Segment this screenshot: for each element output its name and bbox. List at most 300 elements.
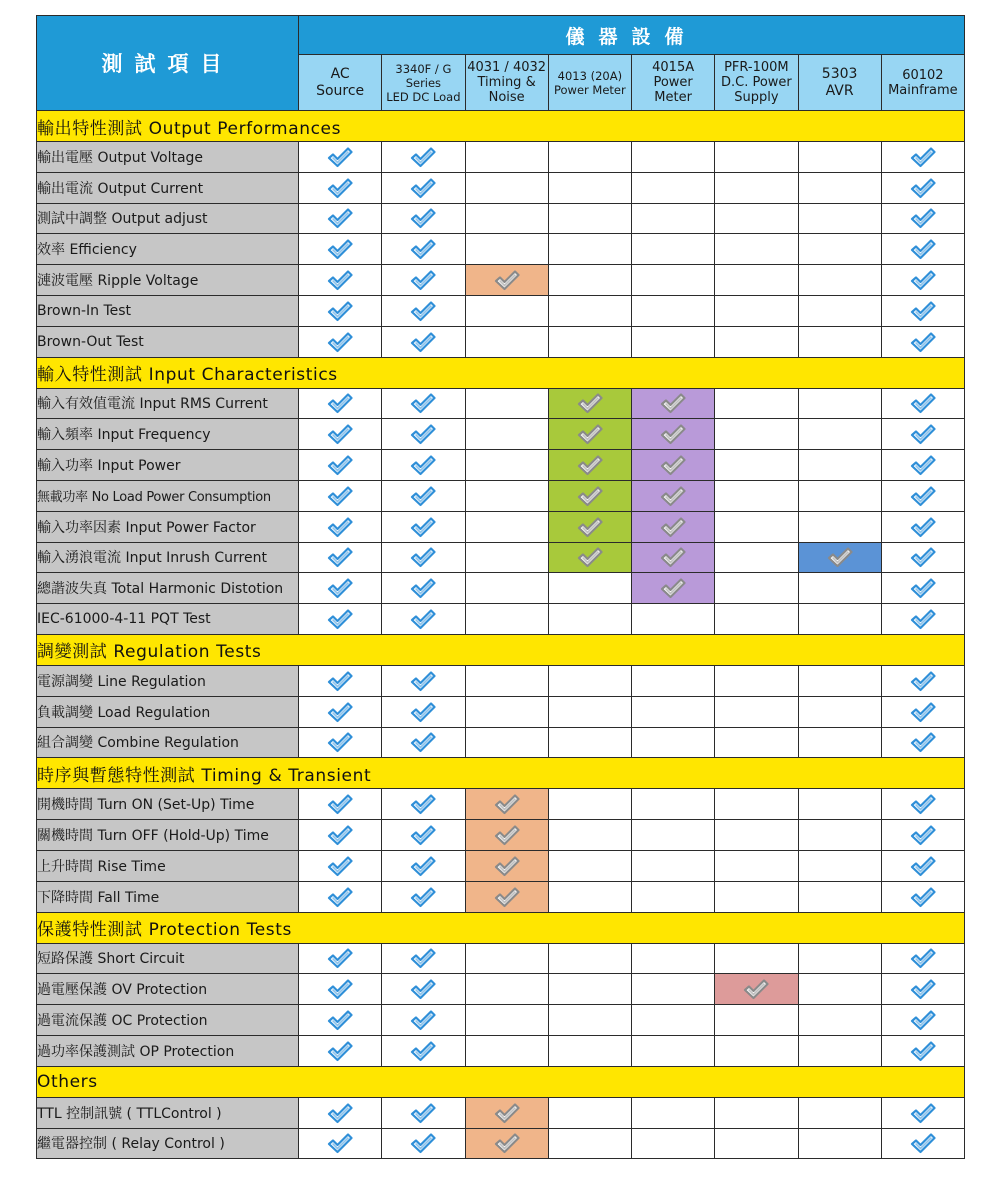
matrix-cell-ac — [299, 234, 382, 265]
test-item-label: 總諧波失真 Total Harmonic Distotion — [37, 573, 299, 604]
matrix-cell-pfr — [715, 573, 798, 604]
test-item-label: 上升時間 Rise Time — [37, 850, 299, 881]
matrix-cell-4031 — [465, 665, 548, 696]
check-icon — [327, 454, 353, 476]
matrix-cell-60102 — [881, 1035, 964, 1066]
check-icon — [910, 516, 936, 538]
test-item-label: 過功率保護測試 OP Protection — [37, 1035, 299, 1066]
matrix-cell-ac — [299, 511, 382, 542]
test-item-label: 負載調變 Load Regulation — [37, 696, 299, 727]
table-row — [37, 511, 965, 542]
matrix-cell-pfr — [715, 419, 798, 450]
matrix-cell-3340 — [382, 1097, 465, 1128]
matrix-cell-4031 — [465, 480, 548, 511]
instrument-header-4013: 4013 (20A) Power Meter — [548, 55, 631, 111]
section-header — [37, 357, 965, 388]
matrix-cell-4031 — [465, 1005, 548, 1036]
check-icon — [910, 423, 936, 445]
matrix-cell-ac — [299, 450, 382, 481]
check-icon — [327, 978, 353, 1000]
matrix-cell-3340 — [382, 203, 465, 234]
matrix-cell-3340 — [382, 480, 465, 511]
check-icon-grey — [494, 855, 520, 877]
matrix-cell-pfr — [715, 789, 798, 820]
matrix-cell-60102 — [881, 1005, 964, 1036]
matrix-cell-5303 — [798, 388, 881, 419]
check-icon — [910, 238, 936, 260]
check-icon — [410, 238, 436, 260]
matrix-cell-ac — [299, 1128, 382, 1159]
section-title: 輸入特性測試 Input Characteristics — [37, 357, 965, 388]
matrix-cell-3340 — [382, 542, 465, 573]
matrix-cell-4013 — [548, 943, 631, 974]
check-icon — [327, 300, 353, 322]
check-icon — [410, 146, 436, 168]
matrix-cell-5303 — [798, 234, 881, 265]
matrix-cell-5303 — [798, 1097, 881, 1128]
matrix-cell-3340 — [382, 326, 465, 357]
matrix-cell-pfr — [715, 974, 798, 1005]
matrix-cell-5303 — [798, 172, 881, 203]
table-row — [37, 789, 965, 820]
matrix-cell-5303 — [798, 1035, 881, 1066]
instrument-header-5303: 5303 AVR — [798, 55, 881, 111]
test-item-label: 輸入有效值電流 Input RMS Current — [37, 388, 299, 419]
matrix-cell-pfr — [715, 511, 798, 542]
check-icon — [410, 608, 436, 630]
matrix-cell-ac — [299, 295, 382, 326]
matrix-cell-4031 — [465, 604, 548, 635]
section-title: 時序與暫態特性測試 Timing & Transient — [37, 758, 965, 789]
instrument-header-4015: 4015A Power Meter — [632, 55, 715, 111]
check-icon — [410, 886, 436, 908]
matrix-cell-60102 — [881, 789, 964, 820]
matrix-cell-pfr — [715, 450, 798, 481]
matrix-cell-4031 — [465, 696, 548, 727]
check-icon — [327, 670, 353, 692]
test-item-label: 效率 Efficiency — [37, 234, 299, 265]
check-icon — [410, 793, 436, 815]
section-title: 保護特性測試 Protection Tests — [37, 912, 965, 943]
matrix-cell-pfr — [715, 665, 798, 696]
matrix-cell-4015 — [632, 1035, 715, 1066]
matrix-cell-pfr — [715, 480, 798, 511]
matrix-cell-4031 — [465, 234, 548, 265]
check-icon — [410, 207, 436, 229]
matrix-cell-4013 — [548, 295, 631, 326]
check-icon — [327, 824, 353, 846]
check-icon — [410, 516, 436, 538]
matrix-cell-60102 — [881, 295, 964, 326]
check-icon — [327, 1040, 353, 1062]
matrix-cell-3340 — [382, 820, 465, 851]
check-icon — [327, 269, 353, 291]
check-icon — [910, 331, 936, 353]
check-icon — [910, 269, 936, 291]
test-item-label: IEC-61000-4-11 PQT Test — [37, 604, 299, 635]
matrix-cell-60102 — [881, 696, 964, 727]
check-icon — [327, 701, 353, 723]
table-row — [37, 419, 965, 450]
check-icon-grey — [577, 516, 603, 538]
matrix-cell-ac — [299, 419, 382, 450]
matrix-cell-5303 — [798, 881, 881, 912]
matrix-cell-4013 — [548, 172, 631, 203]
matrix-cell-3340 — [382, 295, 465, 326]
matrix-cell-60102 — [881, 142, 964, 173]
matrix-cell-60102 — [881, 665, 964, 696]
test-item-label: Brown-In Test — [37, 295, 299, 326]
matrix-cell-3340 — [382, 172, 465, 203]
matrix-cell-ac — [299, 265, 382, 296]
matrix-cell-ac — [299, 573, 382, 604]
section-header — [37, 111, 965, 142]
matrix-cell-ac — [299, 142, 382, 173]
matrix-cell-60102 — [881, 1097, 964, 1128]
check-icon — [327, 1132, 353, 1154]
test-item-label: 輸入頻率 Input Frequency — [37, 419, 299, 450]
matrix-cell-ac — [299, 1097, 382, 1128]
matrix-cell-4015 — [632, 943, 715, 974]
table-row — [37, 234, 965, 265]
check-icon-grey — [494, 1132, 520, 1154]
matrix-cell-4031 — [465, 203, 548, 234]
matrix-cell-ac — [299, 203, 382, 234]
matrix-cell-4031 — [465, 727, 548, 758]
test-equipment-matrix — [36, 15, 965, 1159]
table-row — [37, 1097, 965, 1128]
matrix-cell-5303 — [798, 542, 881, 573]
matrix-cell-5303 — [798, 820, 881, 851]
matrix-cell-4013 — [548, 1128, 631, 1159]
table-row — [37, 265, 965, 296]
check-icon — [410, 454, 436, 476]
matrix-cell-4031 — [465, 820, 548, 851]
table-row — [37, 542, 965, 573]
matrix-cell-5303 — [798, 295, 881, 326]
test-item-label: 無載功率 No Load Power Consumption — [37, 480, 299, 511]
matrix-cell-pfr — [715, 1035, 798, 1066]
test-item-label: 組合調變 Combine Regulation — [37, 727, 299, 758]
check-icon-grey — [660, 454, 686, 476]
test-item-label: 電源調變 Line Regulation — [37, 665, 299, 696]
test-item-label: 短路保護 Short Circuit — [37, 943, 299, 974]
matrix-cell-4015 — [632, 1097, 715, 1128]
check-icon-grey — [660, 392, 686, 414]
matrix-cell-ac — [299, 1035, 382, 1066]
matrix-cell-60102 — [881, 265, 964, 296]
matrix-cell-ac — [299, 850, 382, 881]
matrix-cell-60102 — [881, 727, 964, 758]
check-icon-grey — [494, 793, 520, 815]
matrix-cell-4031 — [465, 326, 548, 357]
test-item-label: 關機時間 Turn OFF (Hold-Up) Time — [37, 820, 299, 851]
table-row — [37, 142, 965, 173]
check-icon — [910, 855, 936, 877]
matrix-cell-4013 — [548, 820, 631, 851]
matrix-cell-4031 — [465, 943, 548, 974]
matrix-cell-pfr — [715, 1005, 798, 1036]
table-row — [37, 696, 965, 727]
matrix-cell-4031 — [465, 1097, 548, 1128]
matrix-cell-4015 — [632, 419, 715, 450]
matrix-cell-4013 — [548, 974, 631, 1005]
check-icon-grey — [494, 269, 520, 291]
check-icon — [910, 207, 936, 229]
matrix-cell-4015 — [632, 450, 715, 481]
check-icon — [410, 392, 436, 414]
matrix-cell-4015 — [632, 203, 715, 234]
matrix-cell-4015 — [632, 573, 715, 604]
check-icon-grey — [494, 886, 520, 908]
matrix-cell-3340 — [382, 1128, 465, 1159]
matrix-cell-4015 — [632, 665, 715, 696]
check-icon — [327, 1009, 353, 1031]
matrix-cell-ac — [299, 480, 382, 511]
matrix-cell-5303 — [798, 789, 881, 820]
matrix-cell-3340 — [382, 265, 465, 296]
matrix-cell-60102 — [881, 1128, 964, 1159]
check-icon-grey — [577, 485, 603, 507]
check-icon-grey — [660, 485, 686, 507]
matrix-cell-5303 — [798, 943, 881, 974]
matrix-cell-4015 — [632, 974, 715, 1005]
matrix-cell-3340 — [382, 850, 465, 881]
check-icon-grey — [577, 454, 603, 476]
check-icon — [327, 886, 353, 908]
section-header — [37, 912, 965, 943]
matrix-cell-4031 — [465, 1128, 548, 1159]
matrix-cell-60102 — [881, 326, 964, 357]
matrix-cell-4013 — [548, 604, 631, 635]
matrix-cell-4031 — [465, 542, 548, 573]
matrix-cell-4015 — [632, 850, 715, 881]
matrix-cell-4015 — [632, 234, 715, 265]
matrix-cell-5303 — [798, 665, 881, 696]
matrix-cell-3340 — [382, 142, 465, 173]
matrix-cell-5303 — [798, 573, 881, 604]
check-icon — [410, 1009, 436, 1031]
matrix-cell-4031 — [465, 573, 548, 604]
matrix-cell-ac — [299, 974, 382, 1005]
matrix-cell-pfr — [715, 850, 798, 881]
check-icon-grey — [577, 546, 603, 568]
matrix-cell-4013 — [548, 789, 631, 820]
check-icon-grey — [494, 1102, 520, 1124]
check-icon — [410, 855, 436, 877]
matrix-cell-4015 — [632, 542, 715, 573]
check-icon — [910, 670, 936, 692]
matrix-cell-3340 — [382, 419, 465, 450]
matrix-cell-pfr — [715, 820, 798, 851]
check-icon — [327, 146, 353, 168]
matrix-cell-3340 — [382, 234, 465, 265]
check-icon — [410, 670, 436, 692]
section-header — [37, 758, 965, 789]
test-item-label: 過電流保護 OC Protection — [37, 1005, 299, 1036]
matrix-cell-pfr — [715, 203, 798, 234]
check-icon — [910, 177, 936, 199]
matrix-cell-4015 — [632, 1005, 715, 1036]
matrix-cell-pfr — [715, 172, 798, 203]
matrix-cell-3340 — [382, 696, 465, 727]
table-row — [37, 1035, 965, 1066]
table-row — [37, 450, 965, 481]
check-icon — [410, 177, 436, 199]
matrix-cell-4013 — [548, 727, 631, 758]
matrix-cell-60102 — [881, 974, 964, 1005]
check-icon — [410, 485, 436, 507]
check-icon — [910, 146, 936, 168]
check-icon-grey — [660, 516, 686, 538]
matrix-cell-ac — [299, 727, 382, 758]
check-icon — [327, 1102, 353, 1124]
matrix-cell-4013 — [548, 1035, 631, 1066]
test-item-label: 漣波電壓 Ripple Voltage — [37, 265, 299, 296]
section-title: Others — [37, 1066, 965, 1097]
test-item-label: 輸入功率 Input Power — [37, 450, 299, 481]
check-icon — [910, 701, 936, 723]
matrix-cell-60102 — [881, 388, 964, 419]
matrix-cell-3340 — [382, 881, 465, 912]
check-icon — [410, 577, 436, 599]
table-row — [37, 388, 965, 419]
matrix-cell-4015 — [632, 295, 715, 326]
matrix-cell-4031 — [465, 450, 548, 481]
matrix-cell-pfr — [715, 1128, 798, 1159]
matrix-cell-3340 — [382, 450, 465, 481]
matrix-cell-4031 — [465, 974, 548, 1005]
check-icon — [410, 546, 436, 568]
instrument-header-pfr: PFR-100M D.C. Power Supply — [715, 55, 798, 111]
matrix-cell-4015 — [632, 881, 715, 912]
test-item-label: 測試中調整 Output adjust — [37, 203, 299, 234]
check-icon-grey — [577, 392, 603, 414]
matrix-cell-5303 — [798, 974, 881, 1005]
check-icon — [410, 300, 436, 322]
matrix-cell-4015 — [632, 265, 715, 296]
matrix-cell-4013 — [548, 326, 631, 357]
matrix-cell-pfr — [715, 604, 798, 635]
matrix-cell-4031 — [465, 1035, 548, 1066]
matrix-cell-3340 — [382, 974, 465, 1005]
check-icon-grey — [494, 824, 520, 846]
test-item-label: 輸出電壓 Output Voltage — [37, 142, 299, 173]
matrix-cell-4015 — [632, 511, 715, 542]
test-item-label: Brown-Out Test — [37, 326, 299, 357]
matrix-cell-pfr — [715, 943, 798, 974]
check-icon — [410, 731, 436, 753]
matrix-cell-5303 — [798, 480, 881, 511]
matrix-cell-4015 — [632, 727, 715, 758]
check-icon — [327, 731, 353, 753]
matrix-cell-3340 — [382, 1035, 465, 1066]
check-icon — [910, 824, 936, 846]
test-item-label: 輸入湧浪電流 Input Inrush Current — [37, 542, 299, 573]
check-icon — [910, 608, 936, 630]
check-icon — [910, 978, 936, 1000]
matrix-cell-4015 — [632, 604, 715, 635]
matrix-cell-3340 — [382, 727, 465, 758]
matrix-cell-4013 — [548, 881, 631, 912]
matrix-cell-pfr — [715, 142, 798, 173]
check-icon — [327, 423, 353, 445]
matrix-cell-ac — [299, 604, 382, 635]
check-icon — [410, 947, 436, 969]
matrix-cell-ac — [299, 696, 382, 727]
check-icon — [410, 1132, 436, 1154]
check-icon — [910, 392, 936, 414]
matrix-cell-ac — [299, 388, 382, 419]
matrix-cell-60102 — [881, 820, 964, 851]
check-icon — [327, 238, 353, 260]
matrix-cell-4031 — [465, 142, 548, 173]
check-icon — [910, 1132, 936, 1154]
check-icon — [910, 1102, 936, 1124]
matrix-cell-pfr — [715, 881, 798, 912]
instrument-header-ac: AC Source — [299, 55, 382, 111]
matrix-cell-4031 — [465, 881, 548, 912]
check-icon — [327, 177, 353, 199]
matrix-cell-60102 — [881, 604, 964, 635]
table-row — [37, 573, 965, 604]
instrument-header-60102: 60102 Mainframe — [881, 55, 964, 111]
matrix-cell-3340 — [382, 789, 465, 820]
check-icon — [327, 855, 353, 877]
matrix-cell-pfr — [715, 542, 798, 573]
matrix-cell-5303 — [798, 604, 881, 635]
check-icon — [327, 947, 353, 969]
check-icon-grey — [660, 546, 686, 568]
check-icon — [327, 608, 353, 630]
check-icon — [410, 978, 436, 1000]
matrix-cell-4015 — [632, 172, 715, 203]
table-row — [37, 172, 965, 203]
test-item-label: 輸入功率因素 Input Power Factor — [37, 511, 299, 542]
matrix-cell-3340 — [382, 388, 465, 419]
matrix-cell-4013 — [548, 450, 631, 481]
matrix-cell-5303 — [798, 1005, 881, 1036]
matrix-cell-4031 — [465, 419, 548, 450]
check-icon-grey — [827, 546, 853, 568]
matrix-cell-60102 — [881, 172, 964, 203]
test-item-label: 過電壓保護 OV Protection — [37, 974, 299, 1005]
matrix-cell-4013 — [548, 203, 631, 234]
test-item-label: 繼電器控制 ( Relay Control ) — [37, 1128, 299, 1159]
matrix-cell-5303 — [798, 1128, 881, 1159]
check-icon-grey — [660, 423, 686, 445]
matrix-cell-ac — [299, 820, 382, 851]
matrix-cell-4015 — [632, 388, 715, 419]
table-row — [37, 850, 965, 881]
matrix-cell-60102 — [881, 850, 964, 881]
check-icon-grey — [743, 978, 769, 1000]
matrix-cell-3340 — [382, 1005, 465, 1036]
matrix-cell-ac — [299, 326, 382, 357]
matrix-cell-ac — [299, 943, 382, 974]
matrix-cell-4013 — [548, 234, 631, 265]
matrix-cell-4015 — [632, 142, 715, 173]
check-icon — [910, 577, 936, 599]
matrix-cell-4013 — [548, 265, 631, 296]
check-icon — [327, 207, 353, 229]
matrix-cell-5303 — [798, 203, 881, 234]
check-icon — [327, 793, 353, 815]
matrix-cell-4015 — [632, 696, 715, 727]
test-item-label: TTL 控制訊號 ( TTLControl ) — [37, 1097, 299, 1128]
matrix-cell-4013 — [548, 696, 631, 727]
matrix-cell-ac — [299, 1005, 382, 1036]
